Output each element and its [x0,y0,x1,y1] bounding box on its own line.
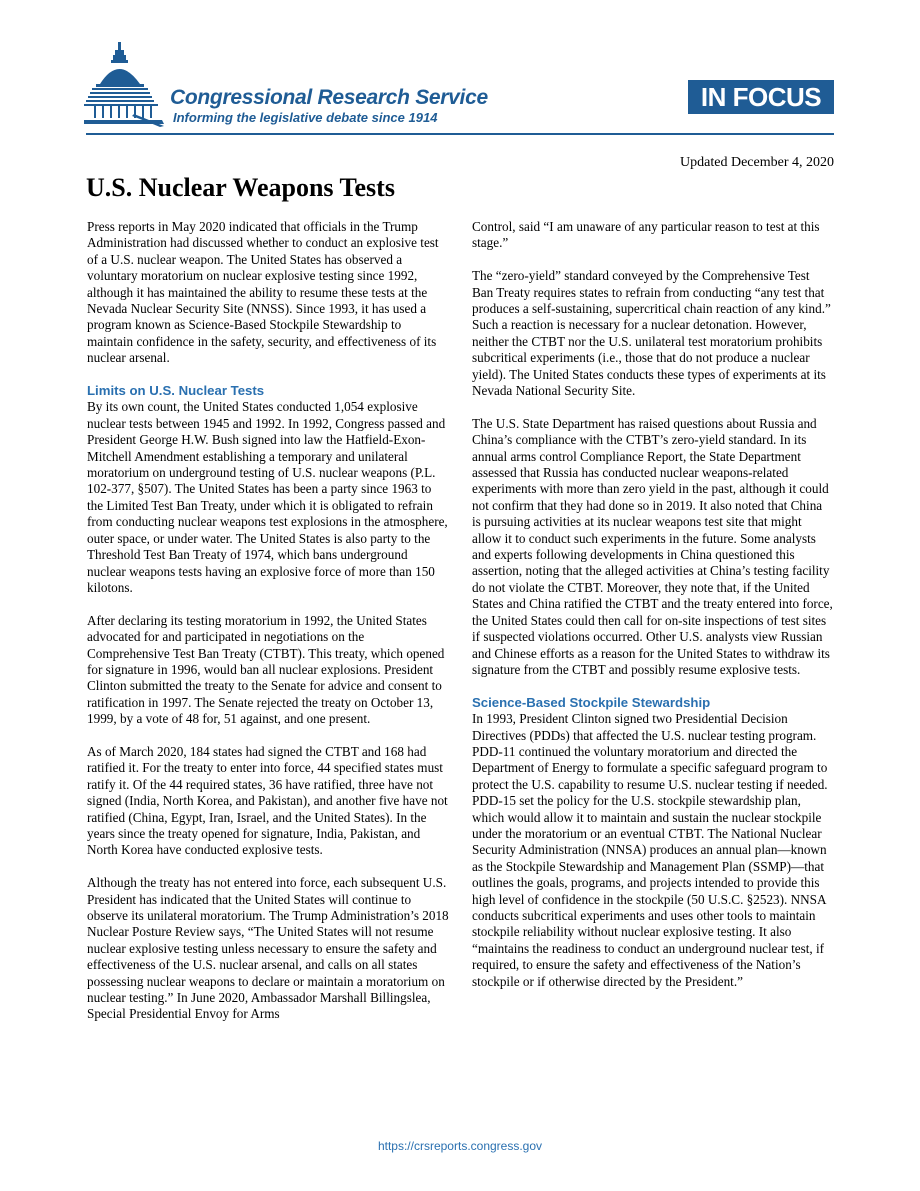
column-continuation-spacer: Control, said “I am unaware of any particular reason to test at this stage.” [472,219,820,251]
brand-tagline: Informing the legislative debate since 1914 [173,110,438,125]
stewardship-paragraph: In 1993, President Clinton signed two Presidential Decision Directives (PDDs) that affected the U.S. nuclear testing program. PDD-11 continued the voluntary moratorium and directed the Department of Energy to formulate a specific safeguard program to protect the U.S. capability to resume U.S. nuclear testing if needed. PDD-15 set the policy for the U.S. stockpile stewardship plan, which would allow it to maintain and sustain the nuclear stockpile under the moratorium or an eventual CTBT. The National Nuclear Security Administration (NNSA) produces an annual plan—known as the Stockpile Stewardship and Management Plan (SSMP)—that outlines the goals, programs, and projects intended to provide this high level of confidence in the stockpile (50 U.S.C. §2523). NNSA conducts subcritical experiments and uses other tools to maintain stockpile reliability without nuclear explosive testing. It also “maintains the readiness to conduct an underground nuclear test, if required, to ensure the safety and effectiveness of the Nation’s stockpile or if otherwise directed by the President.” [472,711,828,989]
limits-paragraph-4: Although the treaty has not entered into force, each subsequent U.S. President has indicated that the United States will continue to observe its unilateral moratorium. The Trump Administration’s 2018 Nuclear Posture Review says, “The United States will not resume nuclear explosive testing unless necessary to ensure the safety and effectiveness of the U.S. nuclear arsenal, and calls on all states possessing nuclear weapons to declare or maintain a moratorium on nuclear testing.” In June 2020, Ambassador Marshall Billingslea, Special Presidential Envoy for Arms [87,875,449,1022]
footer-url-link[interactable]: https://crsreports.congress.gov [377,1139,543,1153]
updated-date: Updated December 4, 2020 [680,155,834,170]
section-heading-limits: Limits on U.S. Nuclear Tests [87,383,265,399]
right-column [472,219,834,990]
brand-name: Congressional Research Service [170,86,488,109]
in-focus-badge: IN FOCUS [688,80,834,114]
header-rule [86,133,834,135]
section-heading-stewardship: Science-Based Stockpile Stewardship [472,694,711,710]
limits-paragraph-1: By its own count, the United States conducted 1,054 explosive nuclear tests between 1945 and 1992. In 1992, Congress passed and President George H.W. Bush signed into law the Hatfield-Exon-Mitchell Amendment establishing a temporary and unilateral moratorium on underground testing of U.S. nuclear weapons (P.L. 102-377, §507). The United States has been a party since 1963 to the Limited Test Ban Treaty, under which it is obligated to refrain from conducting nuclear weapons test explosions in the atmosphere, outer space, or under water. The United States is also party to the Threshold Test Ban Treaty of 1974, which bans underground nuclear weapons tests having an explosive force of more than 150 kilotons. [87,399,448,595]
intro-paragraph: Press reports in May 2020 indicated that officials in the Trump Administration had discussed whether to conduct an explosive test of a U.S. nuclear weapon. The United States has observed a voluntary moratorium on nuclear explosive testing since 1992, although it has maintained the ability to resume these tests at the Nevada Nuclear Security Site (NNSS). Since 1993, it has used a program known as Science-Based Stockpile Stewardship to maintain confidence in the safety, security, and effectiveness of its nuclear arsenal. [87,219,439,366]
limits-paragraph-2: After declaring its testing moratorium in 1992, the United States advocated for and participated in negotiations on the Comprehensive Test Ban Treaty (CTBT). This treaty, which opened for signature in 1996, would ban all nuclear explosions. President Clinton submitted the treaty to the Senate for advice and consent to ratification in 1997. The Senate rejected the treaty on October 13, 1999, by a vote of 48 for, 51 against, and one present. [87,612,445,727]
zero-yield-paragraph: The “zero-yield” standard conveyed by the Comprehensive Test Ban Treaty requires states to refrain from conducting “any test that produces a self-sustaining, supercritical chain reaction of any kind.” Such a reaction is necessary for a nuclear detonation. However, neither the CTBT nor the U.S. unilateral test moratorium prohibits subcritical experiments (i.e., those that do not produce a nuclear yield). The United States conducts these types of experiments at its Nevada National Security Site. [472,268,831,399]
page-title: U.S. Nuclear Weapons Tests [86,173,395,202]
state-department-paragraph: The U.S. State Department has raised questions about Russia and China’s compliance with the CTBT’s zero-yield standard. In its annual arms control Compliance Report, the State Department assessed that Russia has conducted nuclear weapons-related experiments with more than zero yield in the past, although it could not confirm that they had done so in 2019. It also noted that China is pursuing activities at its nuclear weapons test site that might allow it to conduct such experiments in the future. Some analysts and experts following developments in China questioned this assertion, noting that the alleged activities at China’s testing facility do not violate the CTBT. Moreover, they note that, if the United States and China ratified the CTBT and the treaty entered into force, the United States could then call for on-site inspections of test sites if suspected violations occurred. Other U.S. analysts view Russian and Chinese efforts as a reason for the United States to withdraw its signature from the CTBT and possibly resume explosive tests. [472,415,833,677]
left-column [87,219,449,1023]
limits-paragraph-3: As of March 2020, 184 states had signed the CTBT and 168 had ratified it. For the treaty to enter into force, 44 specified states must ratify it. Of the 44 required states, 36 have ratified, three have not signed (India, North Korea, and Pakistan), and another five have not ratified (China, Egypt, Iran, Israel, and the United States). In the years since the treaty opened for signature, India, Pakistan, and North Korea have conducted explosive tests. [87,743,448,858]
